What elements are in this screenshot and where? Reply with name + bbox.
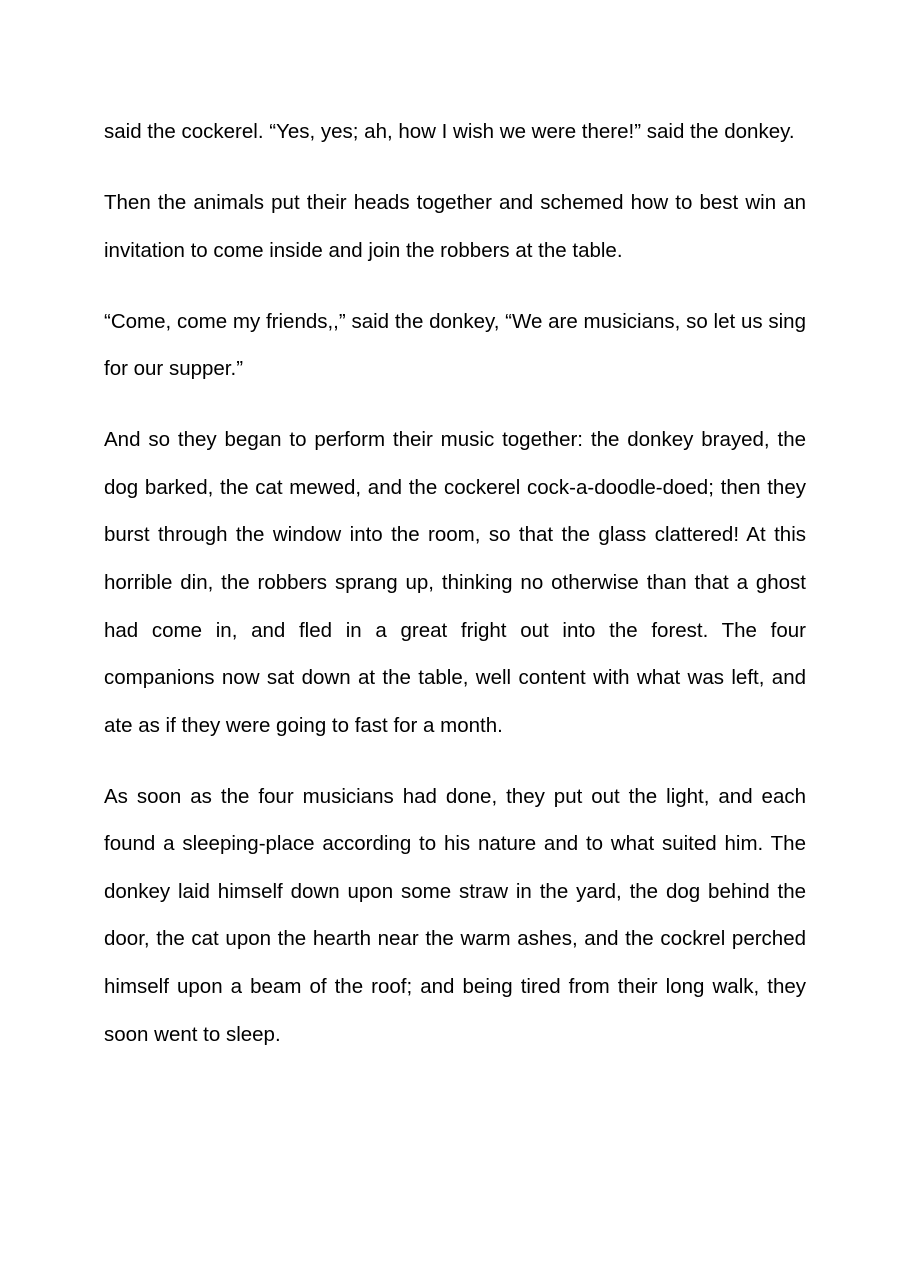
paragraph: And so they began to perform their music together: the donkey brayed, the dog barked, the cat mewed, and the cockerel cock-a-doodle-doed; then they burst through the window into the room, so that the glass clattered! At this horrible din, the robbers sprang up, thinking no otherwise than that a ghost had come in, and fled in a great fright out into the forest. The four companions now sat down at the table, well content with what was left, and ate as if they were going to fast for a month. [104, 428, 806, 737]
paragraph: Then the animals put their heads together and schemed how to best win an invitation to come inside and join the robbers at the table. [104, 190, 806, 262]
paragraph: As soon as the four musicians had done, they put out the light, and each found a sleeping-place according to his nature and to what suited him. The donkey laid himself down upon some straw in the yard, the dog behind the door, the cat upon the hearth near the warm ashes, and the cockrel perched himself upon a beam of the roof; and being tired from their long walk, they soon went to sleep. [104, 784, 806, 1046]
paragraph: said the cockerel. “Yes, yes; ah, how I wish we were there!” said the donkey. [104, 120, 795, 143]
document-page [104, 108, 806, 1082]
paragraph: “Come, come my friends,,” said the donkey, “We are musicians, so let us sing for our supper.” [104, 309, 806, 381]
